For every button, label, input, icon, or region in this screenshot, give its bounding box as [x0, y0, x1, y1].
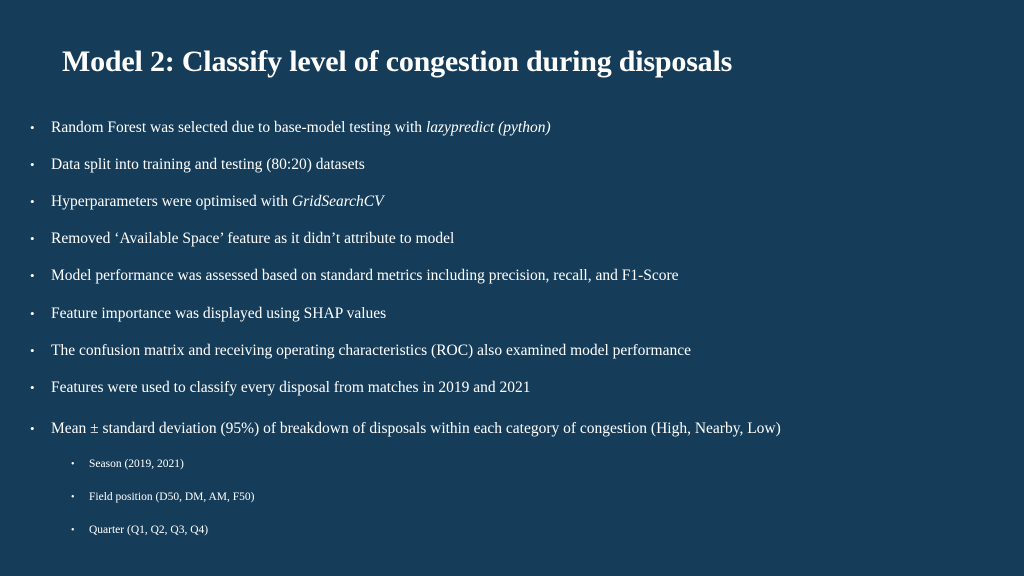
- bullet-icon: •: [30, 231, 35, 246]
- bullet-icon: •: [30, 268, 35, 283]
- sub-bullet-text: Season (2019, 2021): [89, 458, 184, 470]
- bullet-icon: •: [30, 306, 35, 321]
- bullet-text: Data split into training and testing (80:20) datasets: [51, 156, 365, 173]
- bullet-item-9: [30, 419, 781, 439]
- bullet-item-1: [30, 118, 551, 138]
- slide-title: Model 2: Classify level of congestion during disposals: [62, 45, 733, 78]
- bullet-text: Random Forest was selected due to base-model testing with: [51, 119, 426, 136]
- bullet-icon: •: [30, 120, 35, 135]
- sub-bullet-item-3: [71, 522, 208, 539]
- bullet-italic-text: GridSearchCV: [292, 193, 384, 210]
- bullet-item-5: [30, 266, 679, 286]
- sub-bullet-text: Field position (D50, DM, AM, F50): [89, 491, 255, 503]
- sub-bullet-item-2: [71, 489, 255, 506]
- sub-bullet-item-1: [71, 456, 184, 473]
- bullet-item-8: [30, 378, 531, 398]
- bullet-item-2: [30, 155, 365, 175]
- bullet-text: Mean ± standard deviation (95%) of breakdown of disposals within each category of congestion (High, Nearby, Low): [51, 420, 781, 437]
- bullet-icon: •: [30, 380, 35, 395]
- bullet-text: Feature importance was displayed using SHAP values: [51, 305, 387, 322]
- bullet-text: Features were used to classify every disposal from matches in 2019 and 2021: [51, 379, 531, 396]
- bullet-icon: •: [30, 421, 35, 436]
- bullet-icon: •: [30, 343, 35, 358]
- bullet-italic-text: lazypredict (python): [425, 119, 551, 136]
- bullet-item-4: [30, 229, 454, 249]
- bullet-item-7: [30, 341, 691, 361]
- bullet-icon: •: [71, 459, 75, 470]
- bullet-text: The confusion matrix and receiving operating characteristics (ROC) also examined model performance: [51, 342, 691, 359]
- bullet-item-6: [30, 304, 386, 324]
- bullet-icon: •: [71, 525, 75, 536]
- bullet-icon: •: [30, 194, 35, 209]
- bullet-text: Hyperparameters were optimised with: [51, 193, 293, 210]
- bullet-text: Model performance was assessed based on standard metrics including precision, recall, and F1-Score: [51, 267, 679, 284]
- bullet-icon: •: [71, 492, 75, 503]
- bullet-text: Removed ‘Available Space’ feature as it didn’t attribute to model: [51, 230, 455, 247]
- bullet-item-3: [30, 192, 384, 212]
- bullet-icon: •: [30, 157, 35, 172]
- sub-bullet-text: Quarter (Q1, Q2, Q3, Q4): [89, 524, 209, 536]
